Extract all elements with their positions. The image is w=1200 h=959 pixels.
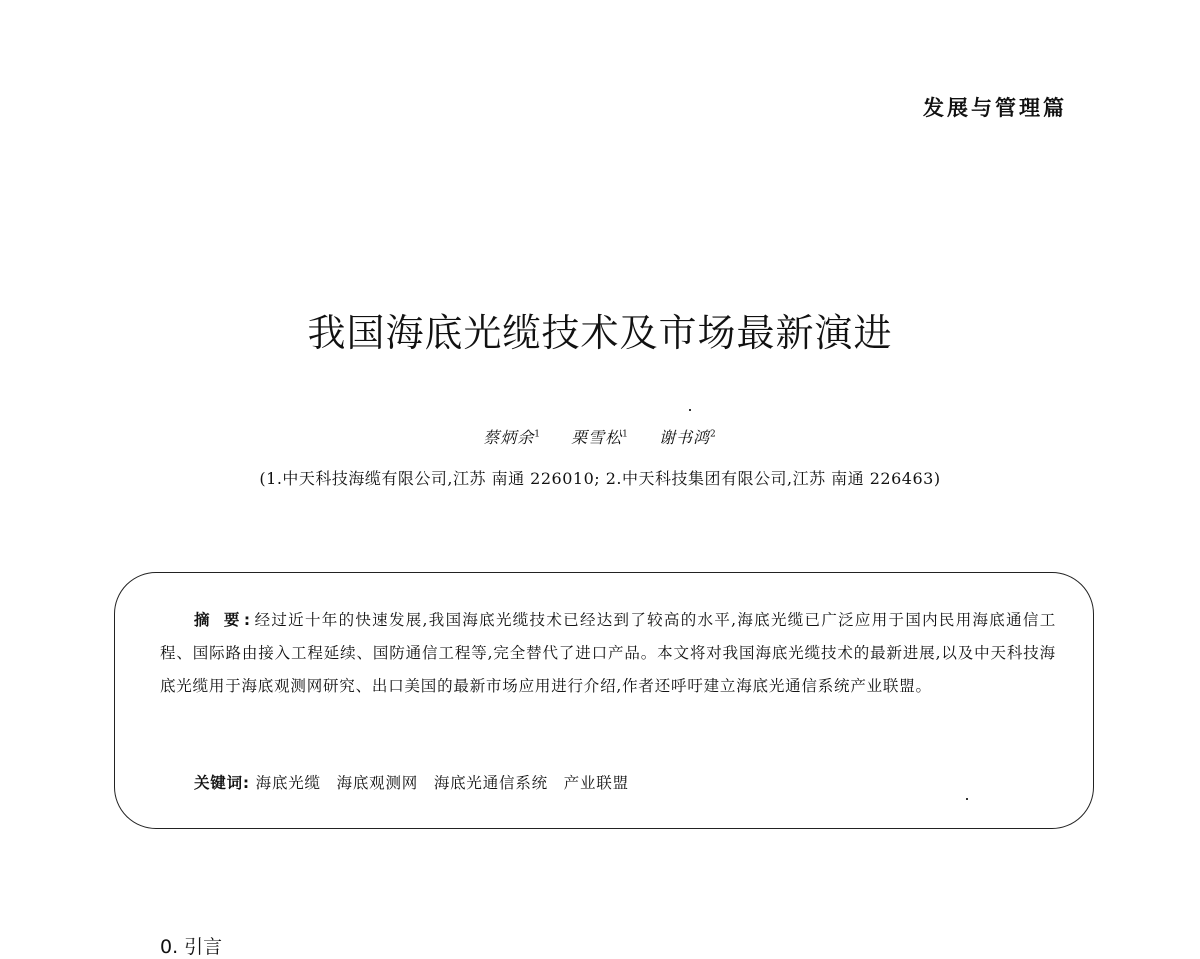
dot [966,798,968,800]
author-affil-mark: 1 [622,429,629,440]
author [571,428,629,447]
author-name: 栗雪松 [571,428,623,447]
author [659,428,717,447]
section-heading: 0. 引言 [160,936,223,958]
dot [689,409,691,411]
keyword: 海底光通信系统 [433,774,548,792]
abstract [160,604,1056,703]
keyword: 海底观测网 [336,774,419,792]
keyword: 海底光缆 [255,774,321,792]
author-name: 谢书鸿 [658,428,710,447]
keyword: 产业联盟 [563,774,629,792]
keywords-label: 关键词: [194,774,250,792]
abstract-label: 摘 要: [194,611,255,629]
paper-title: 我国海底光缆技术及市场最新演进 [307,311,893,355]
author-list [0,425,1200,448]
author-affil-mark: 2 [709,429,717,440]
abstract-paragraph [160,604,1056,703]
affiliation: (1.中天科技海缆有限公司,江苏 南通 226010; 2.中天科技集团有限公司,江苏 南通 226463) [259,469,941,488]
author [483,428,541,447]
section-header: 发展与管理篇 [923,96,1067,120]
keywords [194,771,639,793]
abstract-body: 经过近十年的快速发展,我国海底光缆技术已经达到了较高的水平,海底光缆已广泛应用于国内民用海底通信工程、国际路由接入工程延续、国防通信工程等,完全替代了进口产品。本文将对我国海底光缆技术的最新进展,以及中天科技海底光缆用于海底观测网研究、出口美国的最新市场应用进行介绍,作者还呼吁建立海底光通信系统产业联盟。 [160,611,1056,695]
author-name: 蔡炳余 [483,428,535,447]
author-affil-mark: 1 [534,429,542,440]
